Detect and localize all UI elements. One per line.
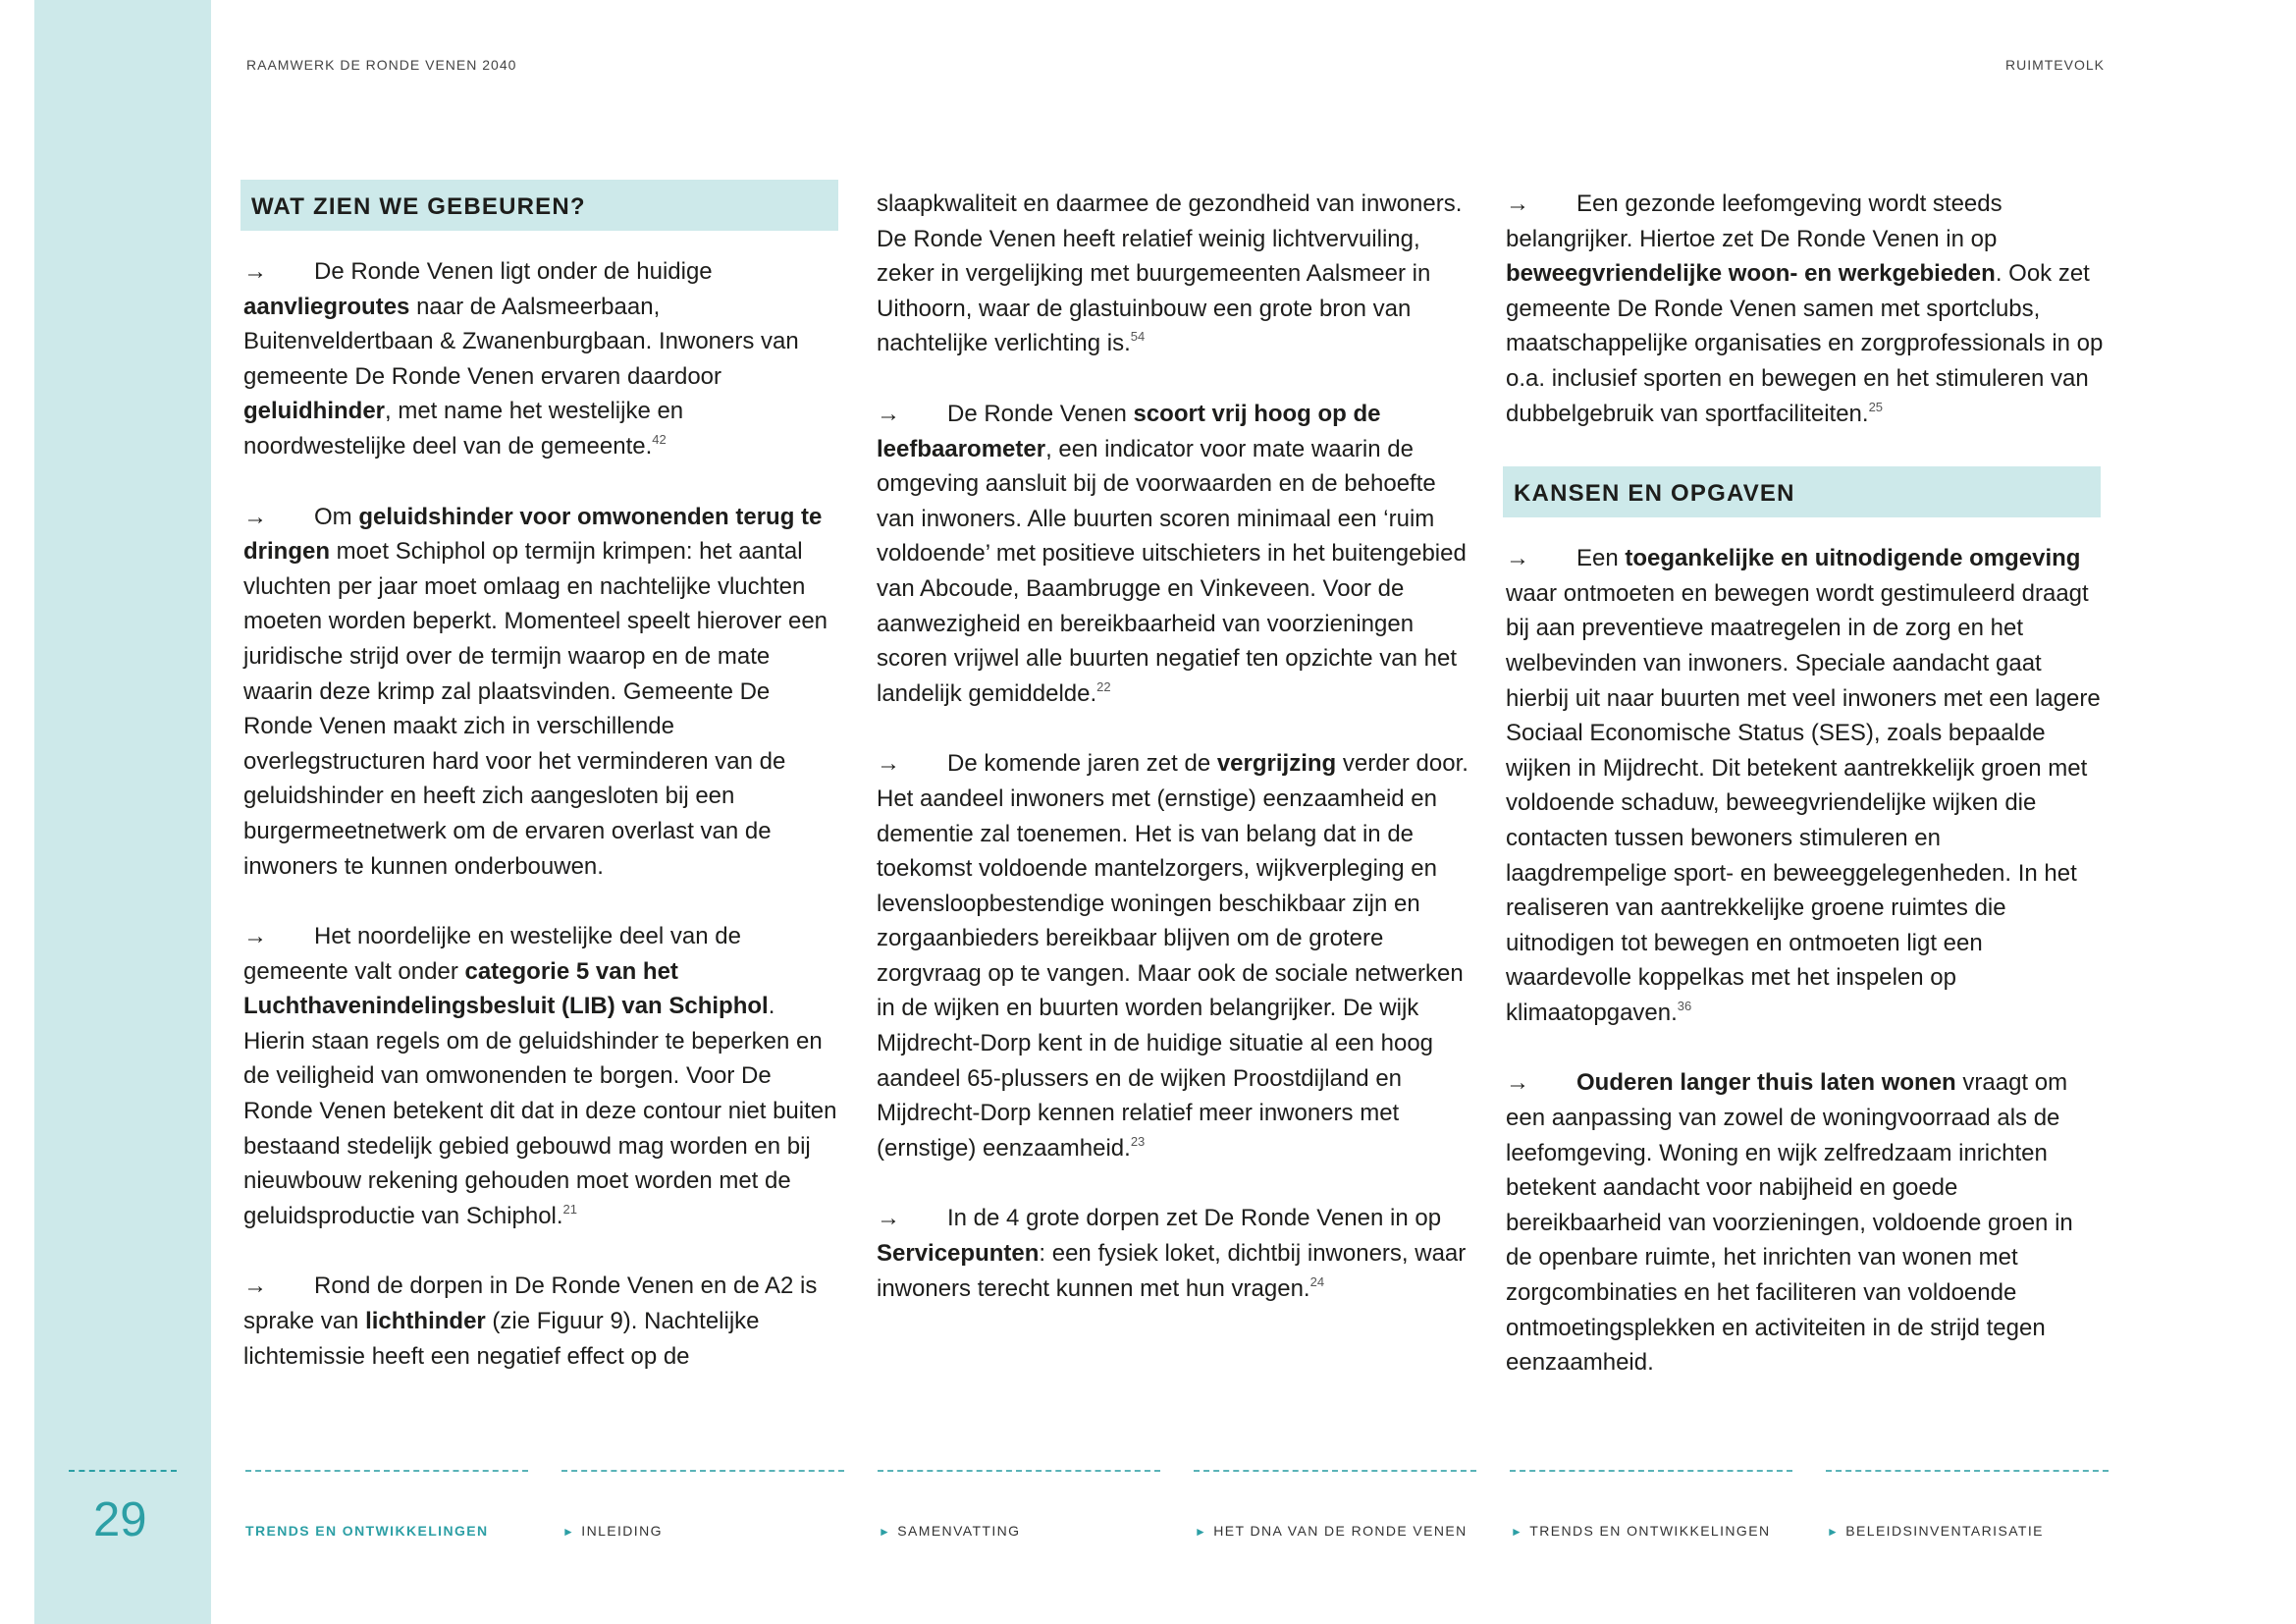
paragraph: → Rond de dorpen in De Ronde Venen en de A2 is sprake van lichthinder (zie Figuur 9). Nachtelijke lichtemissie heeft een negatief effect op de [243,1272,818,1370]
nav-link-trends[interactable] [1511,1523,1770,1539]
nav-link-trends-current[interactable] [245,1523,489,1539]
nav-divider [1826,1470,2109,1472]
nav-divider [1194,1470,1476,1472]
triangle-right-icon: ► [879,1525,892,1539]
nav-divider [878,1470,1160,1472]
paragraph: → In de 4 grote dorpen zet De Ronde Venen in op Servicepunten: een fysiek loket, dichtbij inwoners, waar inwoners terecht kunnen met hun vragen.$^{24}$ [877,1205,1467,1302]
section-heading-kansen-en-opgaven: KANSEN EN OPGAVEN [1503,466,2101,517]
paragraph: → De komende jaren zet de vergrijzing verder door. Het aandeel inwoners met (ernstige) eenzaamheid en dementie zal toenemen. Het is van belang dat in de toekomst voldoende mantelzorgers, wijkverpleging en levensloopbestendige woningen beschikbaar zijn en zorgaanbieders bereikbaar blijven om de grotere zorgvraag op te vangen. Maar ook de sociale netwerken in de wijken en buurten worden belangrijker. De wijk Mijdrecht-Dorp kent in de huidige situatie al een hoog aandeel 65-plussers en de wijken Proostdijland en Mijdrecht-Dorp kennen relatief meer inwoners met (ernstige) eenzaamheid.$^{23}$ [877,750,1468,1162]
nav-link-samenvatting[interactable] [879,1523,1020,1539]
section-heading-wat-zien-we-gebeuren: WAT ZIEN WE GEBEUREN? [240,180,838,231]
paragraph: → De Ronde Venen ligt onder de huidige aanvliegroutes naar de Aalsmeerbaan, Buitenveldertbaan & Zwanenburgbaan. Inwoners van gemeente De Ronde Venen ervaren daardoor geluidhinder, met name het westelijke en noordwestelijke deel van de gemeente.$^{42}$ [243,258,799,460]
paragraph: → Een toegankelijke en uitnodigende omgeving waar ontmoeten en bewegen wordt gestimuleerd draagt bij aan preventieve maatregelen in de zorg en het welbevinden van inwoners. Speciale aandacht gaat hierbij uit naar buurten met veel inwoners met een lagere Sociaal Economische Status (SES), zoals bepaalde wijken in Mijdrecht. Dit betekent aantrekkelijk groen met voldoende schaduw, beweegvriendelijke wijken die contacten tussen bewoners stimuleren en laagdrempelige sport- en beweeggelegenheden. In het realiseren van aantrekkelijke groene ruimtes die uitnodigen tot bewegen en ontmoeten ligt een waardevolle koppelkas met het inspelen op klimaatopgaven.$^{36}$ [1506,545,2101,1026]
side-dash-divider [69,1470,177,1472]
header-document-title: RAAMWERK DE RONDE VENEN 2040 [246,57,517,73]
page-number: 29 [93,1493,147,1546]
header-publisher: RUIMTEVOLK [2004,57,2105,73]
nav-link-inleiding[interactable] [562,1523,663,1539]
nav-divider [245,1470,528,1472]
nav-link-label: TRENDS EN ONTWIKKELINGEN [1529,1523,1771,1539]
paragraph: → Een gezonde leefomgeving wordt steeds belangrijker. Hiertoe zet De Ronde Venen in op beweegvriendelijke woon- en werkgebieden. Ook zet gemeente De Ronde Venen samen met sportclubs, maatschappelijke organisaties en zorgprofessionals in op o.a. inclusief sporten en bewegen en het stimuleren van dubbelgebruik van sportfaciliteiten.$^{25}$ [1506,190,2104,427]
nav-link-dna[interactable] [1195,1523,1468,1539]
triangle-right-icon: ► [1511,1525,1524,1539]
paragraph: slaapkwaliteit en daarmee de gezondheid van inwoners. De Ronde Venen heeft relatief weinig lichtvervuiling, zeker in vergelijking met buurgemeenten Aalsmeer in Uithoorn, waar de glastuinbouw een grote bron van nachtelijke verlichting is.$^{54}$ [877,190,1463,357]
nav-divider [561,1470,844,1472]
triangle-right-icon: ► [1827,1525,1841,1539]
nav-link-label: TRENDS EN ONTWIKKELINGEN [245,1523,489,1539]
nav-divider [1510,1470,1792,1472]
column-1 [243,180,842,1409]
column-2 [877,187,1475,1341]
triangle-right-icon: ► [562,1525,576,1539]
nav-link-label: INLEIDING [581,1523,663,1539]
nav-link-beleidsinventarisatie[interactable] [1827,1523,2044,1539]
paragraph: → Ouderen langer thuis laten wonen vraagt om een aanpassing van zowel de woningvoorraad als de leefomgeving. Woning en wijk zelfredzaam inrichten betekent aandacht voor nabijheid en goede bereikbaarheid van voorzieningen, voldoende groen in de openbare ruimte, het inrichten van wonen met zorgcombinaties en het faciliteren van voldoende ontmoetingsplekken en activiteiten in de strijd tegen eenzaamheid. [1506,1069,2073,1377]
triangle-right-icon: ► [1195,1525,1208,1539]
column-3 [1506,187,2105,1416]
paragraph: → De Ronde Venen scoort vrij hoog op de leefbaarometer, een indicator voor mate waarin de omgeving aansluit bij de voorwaarden en de behoefte van inwoners. Alle buurten scoren minimaal een ‘ruim voldoende’ met positieve uitschieters in het buitengebied van Abcoude, Baambrugge en Vinkeveen. Voor de aanwezigheid en bereikbaarheid van voorzieningen scoren vrijwel alle buurten negatief ten opzichte van het landelijk gemiddelde.$^{22}$ [877,400,1467,707]
nav-link-label: SAMENVATTING [897,1523,1021,1539]
nav-link-label: BELEIDSINVENTARISATIE [1845,1523,2044,1539]
side-band [34,0,211,1624]
paragraph: → Het noordelijke en westelijke deel van de gemeente valt onder categorie 5 van het Luchthavenindelingsbesluit (LIB) van Schiphol. Hierin staan regels om de geluidshinder te beperken en de veiligheid van omwonenden te borgen. Voor De Ronde Venen betekent dit dat in deze contour niet buiten bestaand stedelijk gebied gebouwd mag worden en bij nieuwbouw rekening gehouden moet worden met de geluidsproductie van Schiphol.$^{21}$ [243,923,837,1229]
nav-link-label: HET DNA VAN DE RONDE VENEN [1213,1523,1468,1539]
paragraph: → Om geluidshinder voor omwonenden terug te dringen moet Schiphol op termijn krimpen: het aantal vluchten per jaar moet omlaag en nachtelijke vluchten moeten worden beperkt. Momenteel speelt hierover een juridische strijd over de termijn waarop en de mate waarin deze krimp zal plaatsvinden. Gemeente De Ronde Venen maakt zich in verschillende overlegstructuren hard voor het verminderen van de geluidshinder en heeft zich aangesloten bij een burgermeetnetwerk om de ervaren overlast van de inwoners te kunnen onderbouwen. [243,503,828,880]
